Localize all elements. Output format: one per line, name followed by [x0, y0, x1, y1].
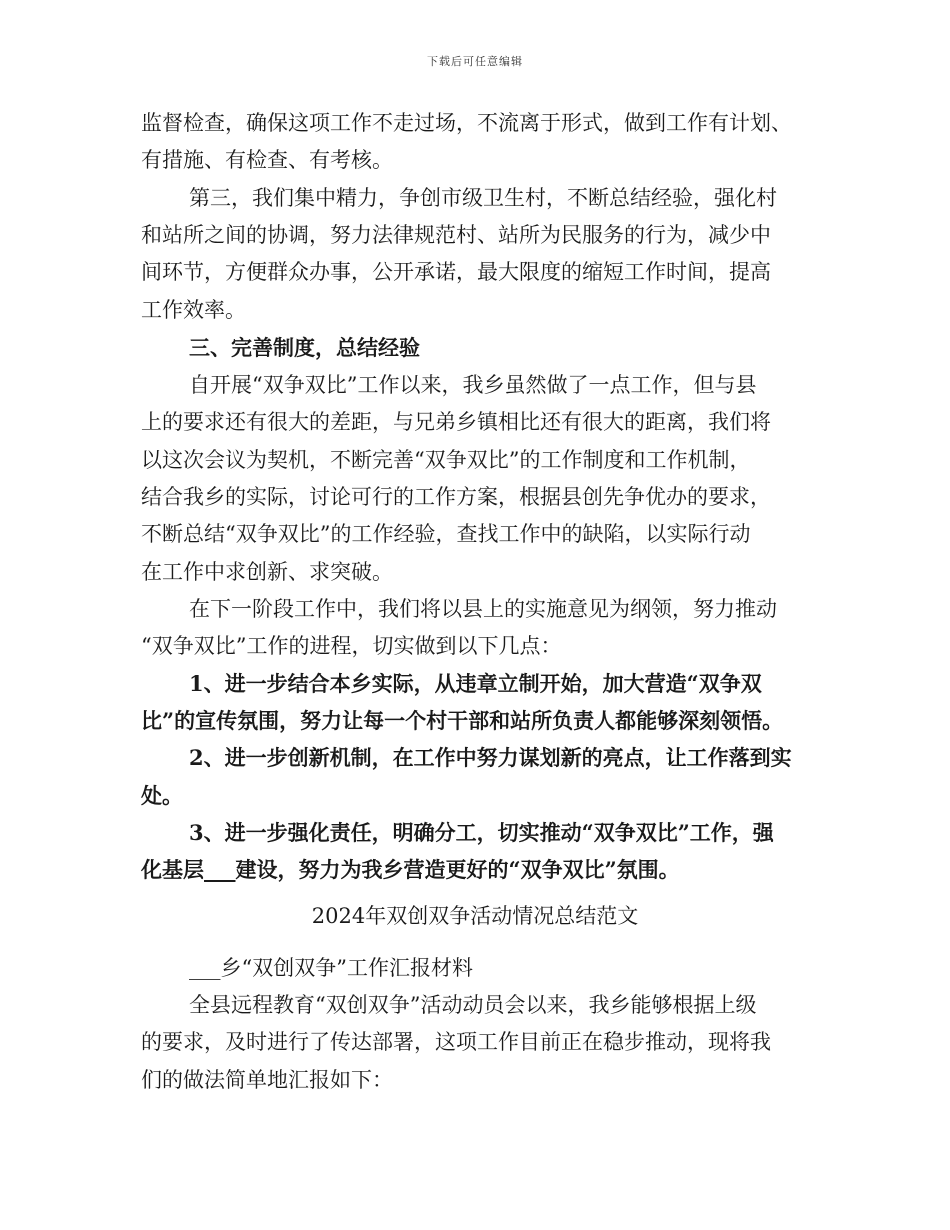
- paragraph-line: 间环节，方便群众办事，公开承诺，最大限度的缩短工作时间，提高: [141, 260, 771, 284]
- paragraph-line: 有措施、有检查、有考核。: [141, 148, 393, 172]
- paragraph-line: 第三，我们集中精力，争创市级卫生村，不断总结经验，强化村: [189, 186, 777, 210]
- paragraph-line: 不断总结“双争双比”的工作经验，查找工作中的缺陷，以实际行动: [141, 522, 751, 546]
- paragraph-line: 结合我乡的实际，讨论可行的工作方案，根据县创先争优办的要求，: [141, 485, 771, 509]
- paragraph-line: 以这次会议为契机，不断完善“双争双比”的工作制度和工作机制，: [141, 448, 751, 472]
- paragraph-line: 全县远程教育“双创双争”活动动员会以来，我乡能够根据上级: [189, 993, 757, 1017]
- section-heading: 三、完善制度，总结经验: [189, 335, 420, 360]
- paragraph-line: 和站所之间的协调，努力法律规范村、站所为民服务的行为，减少中: [141, 223, 771, 247]
- paragraph-line: 的要求，及时进行了传达部署，这项工作目前正在稳步推动，现将我: [141, 1030, 771, 1054]
- paragraph-line: 监督检查，确保这项工作不走过场，不流离于形式，做到工作有计划、: [141, 111, 792, 135]
- paragraph-line: “双争双比”工作的进程，切实做到以下几点：: [141, 634, 562, 658]
- list-item-line: 1、进一步结合本乡实际，从违章立制开始，加大营造“双争双: [189, 671, 762, 696]
- paragraph-line: 们的做法简单地汇报如下：: [141, 1068, 393, 1092]
- page-header-note: 下载后可任意编辑: [427, 55, 523, 68]
- list-item-line: 比”的宣传氛围，努力让每一个村干部和站所负责人都能够深刻领悟。: [141, 708, 784, 733]
- paragraph-line: 在下一阶段工作中，我们将以县上的实施意见为纲领，努力推动: [189, 597, 777, 621]
- document-title: 2024年双创双争活动情况总结范文: [311, 904, 639, 928]
- list-item-line: 3、进一步强化责任，明确分工，切实推动“双争双比”工作，强: [189, 820, 774, 845]
- list-item-line: 处。: [141, 783, 183, 808]
- list-item-line: 化基层___建设，努力为我乡营造更好的“双争双比”氛围。: [141, 857, 680, 882]
- paragraph-line: 在工作中求创新、求突破。: [141, 560, 393, 584]
- paragraph-line: 自开展“双争双比”工作以来，我乡虽然做了一点工作，但与县: [189, 373, 757, 397]
- paragraph-line: 上的要求还有很大的差距，与兄弟乡镇相比还有很大的距离，我们将: [141, 410, 771, 434]
- paragraph-line: 工作效率。: [141, 298, 246, 322]
- subtitle-line: ___乡“双创双争”工作汇报材料: [189, 956, 473, 980]
- list-item-line: 2、进一步创新机制，在工作中努力谋划新的亮点，让工作落到实: [189, 745, 792, 770]
